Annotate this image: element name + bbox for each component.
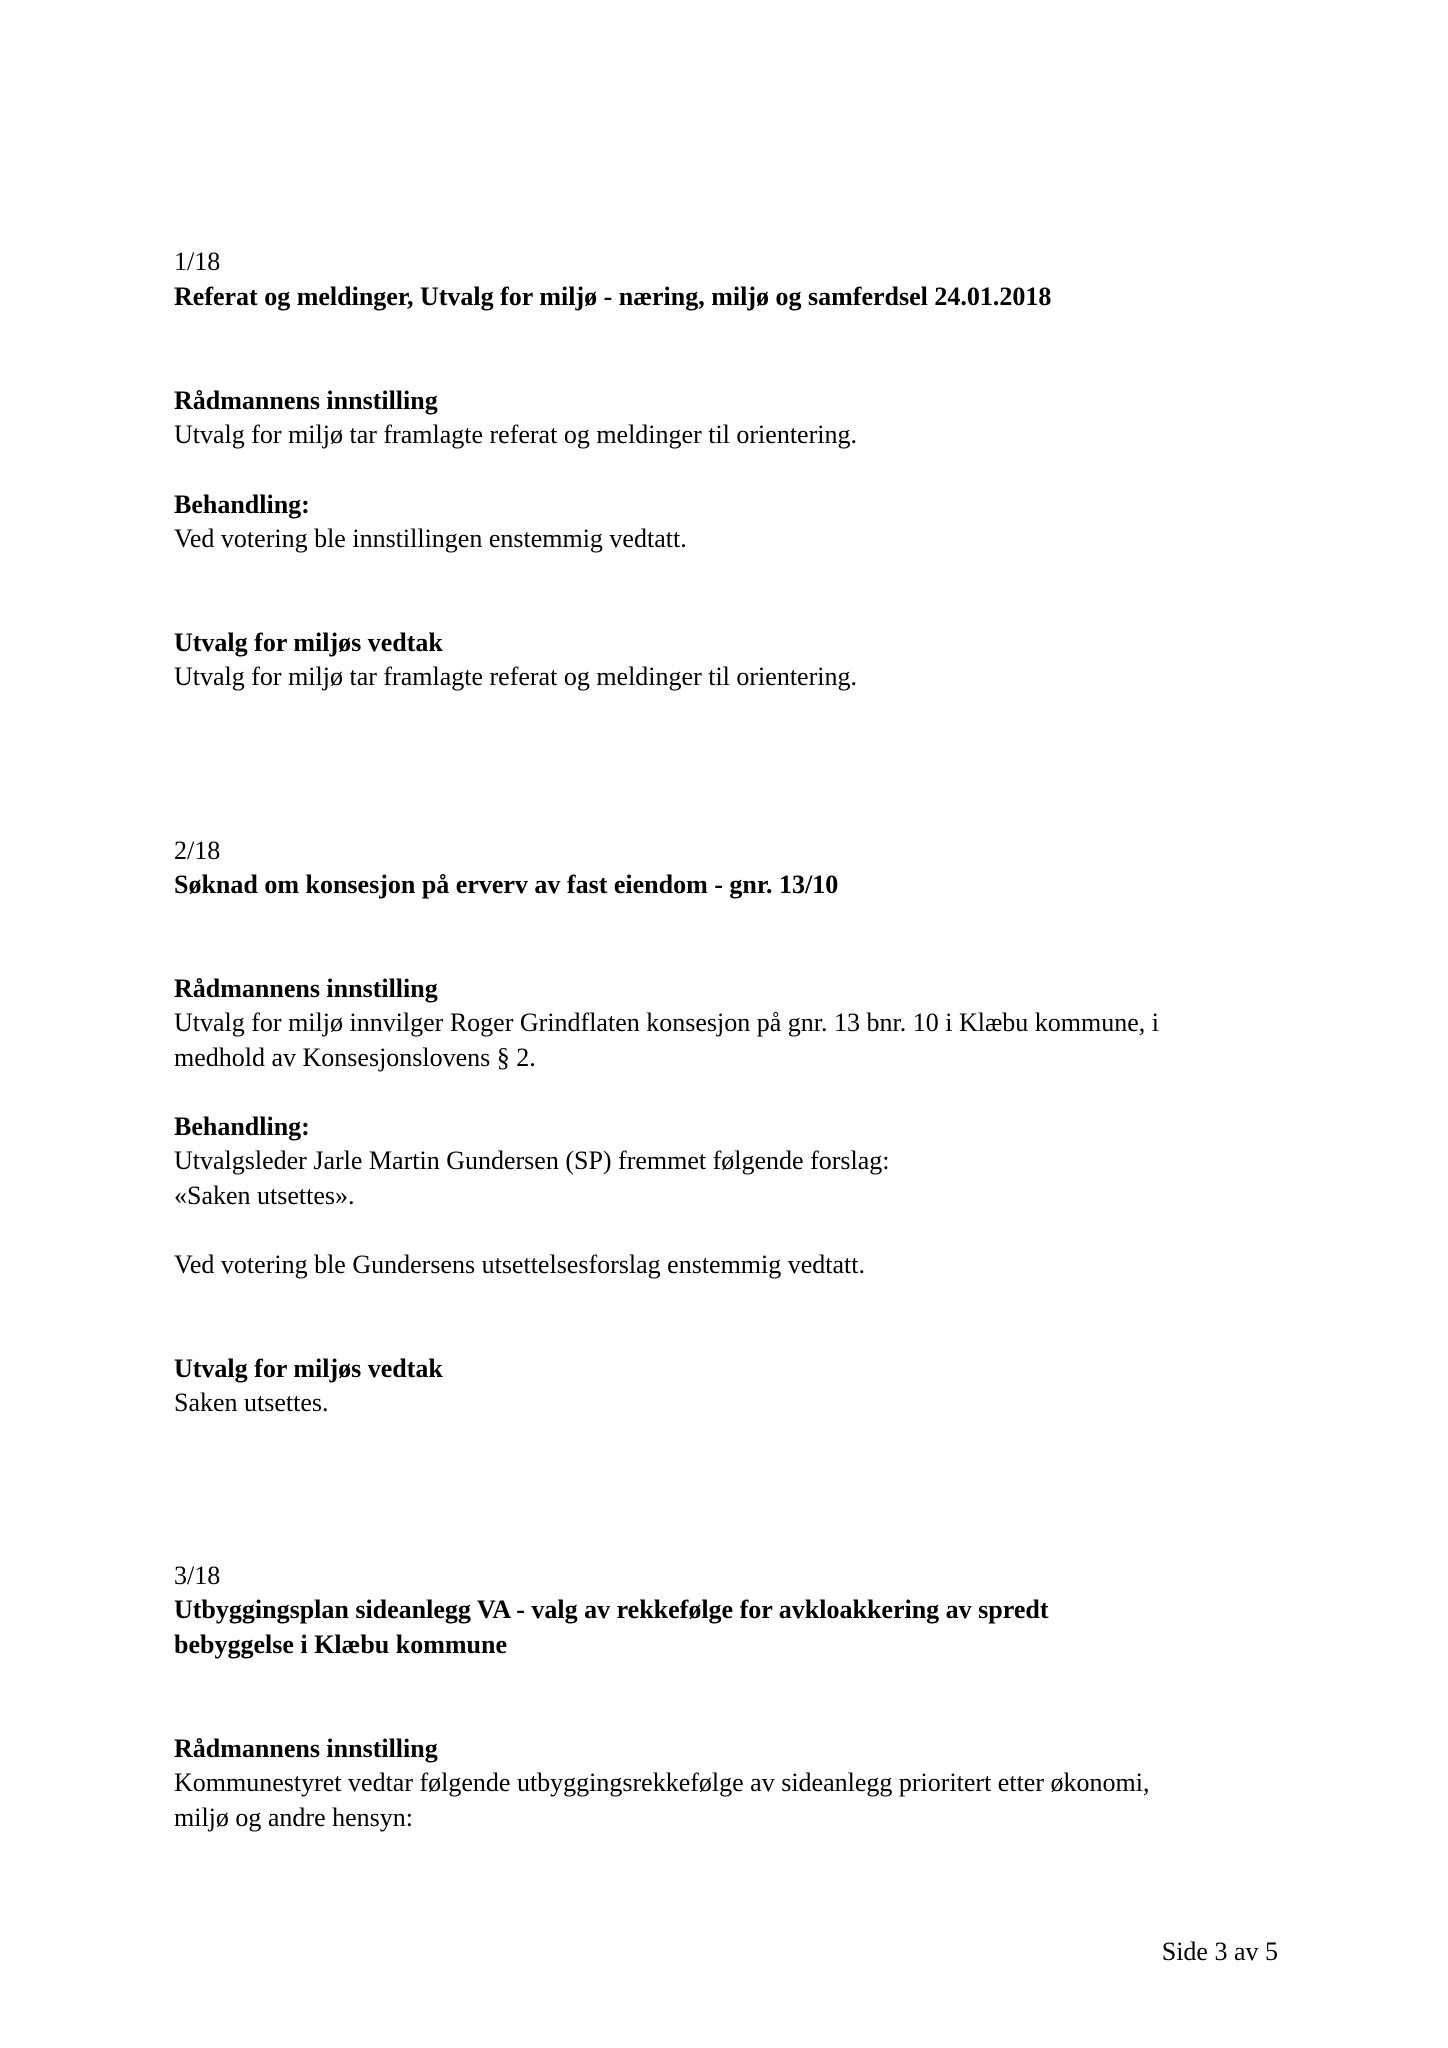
- vedtak-heading: Utvalg for miljøs vedtak: [174, 1354, 443, 1383]
- innstilling-text: medhold av Konsesjonslovens § 2.: [174, 1043, 536, 1072]
- case-number: 1/18: [174, 247, 221, 276]
- innstilling-text: Utvalg for miljø innvilger Roger Grindflaten konsesjon på gnr. 13 bnr. 10 i Klæbu kommune, i: [174, 1008, 1159, 1037]
- behandling-heading: Behandling:: [174, 1112, 310, 1141]
- vedtak-text: Utvalg for miljø tar framlagte referat og meldinger til orientering.: [174, 662, 857, 691]
- innstilling-heading: Rådmannens innstilling: [174, 386, 438, 415]
- behandling-text: «Saken utsettes».: [174, 1181, 355, 1210]
- case-title: Referat og meldinger, Utvalg for miljø - næring, miljø og samferdsel 24.01.2018: [174, 282, 1052, 311]
- vedtak-text: Saken utsettes.: [174, 1388, 329, 1417]
- case-title: bebyggelse i Klæbu kommune: [174, 1630, 507, 1659]
- behandling-text: Utvalgsleder Jarle Martin Gundersen (SP) fremmet følgende forslag:: [174, 1146, 890, 1175]
- case-number: 2/18: [174, 836, 221, 865]
- behandling-text: Ved votering ble innstillingen enstemmig vedtatt.: [174, 524, 687, 553]
- innstilling-text: Kommunestyret vedtar følgende utbyggingsrekkefølge av sideanlegg prioritert etter økonomi,: [174, 1768, 1150, 1797]
- case-number: 3/18: [174, 1561, 221, 1590]
- behandling-heading: Behandling:: [174, 490, 310, 519]
- behandling-text: Ved votering ble Gundersens utsettelsesforslag enstemmig vedtatt.: [174, 1250, 866, 1279]
- page-number: Side 3 av 5: [1161, 1937, 1278, 1966]
- innstilling-text: miljø og andre hensyn:: [174, 1803, 414, 1832]
- innstilling-text: Utvalg for miljø tar framlagte referat og meldinger til orientering.: [174, 420, 857, 449]
- innstilling-heading: Rådmannens innstilling: [174, 974, 438, 1003]
- innstilling-heading: Rådmannens innstilling: [174, 1734, 438, 1763]
- case-title: Utbyggingsplan sideanlegg VA - valg av rekkefølge for avkloakkering av spredt: [174, 1595, 1049, 1624]
- case-title: Søknad om konsesjon på erverv av fast eiendom - gnr. 13/10: [174, 870, 839, 899]
- vedtak-heading: Utvalg for miljøs vedtak: [174, 628, 443, 657]
